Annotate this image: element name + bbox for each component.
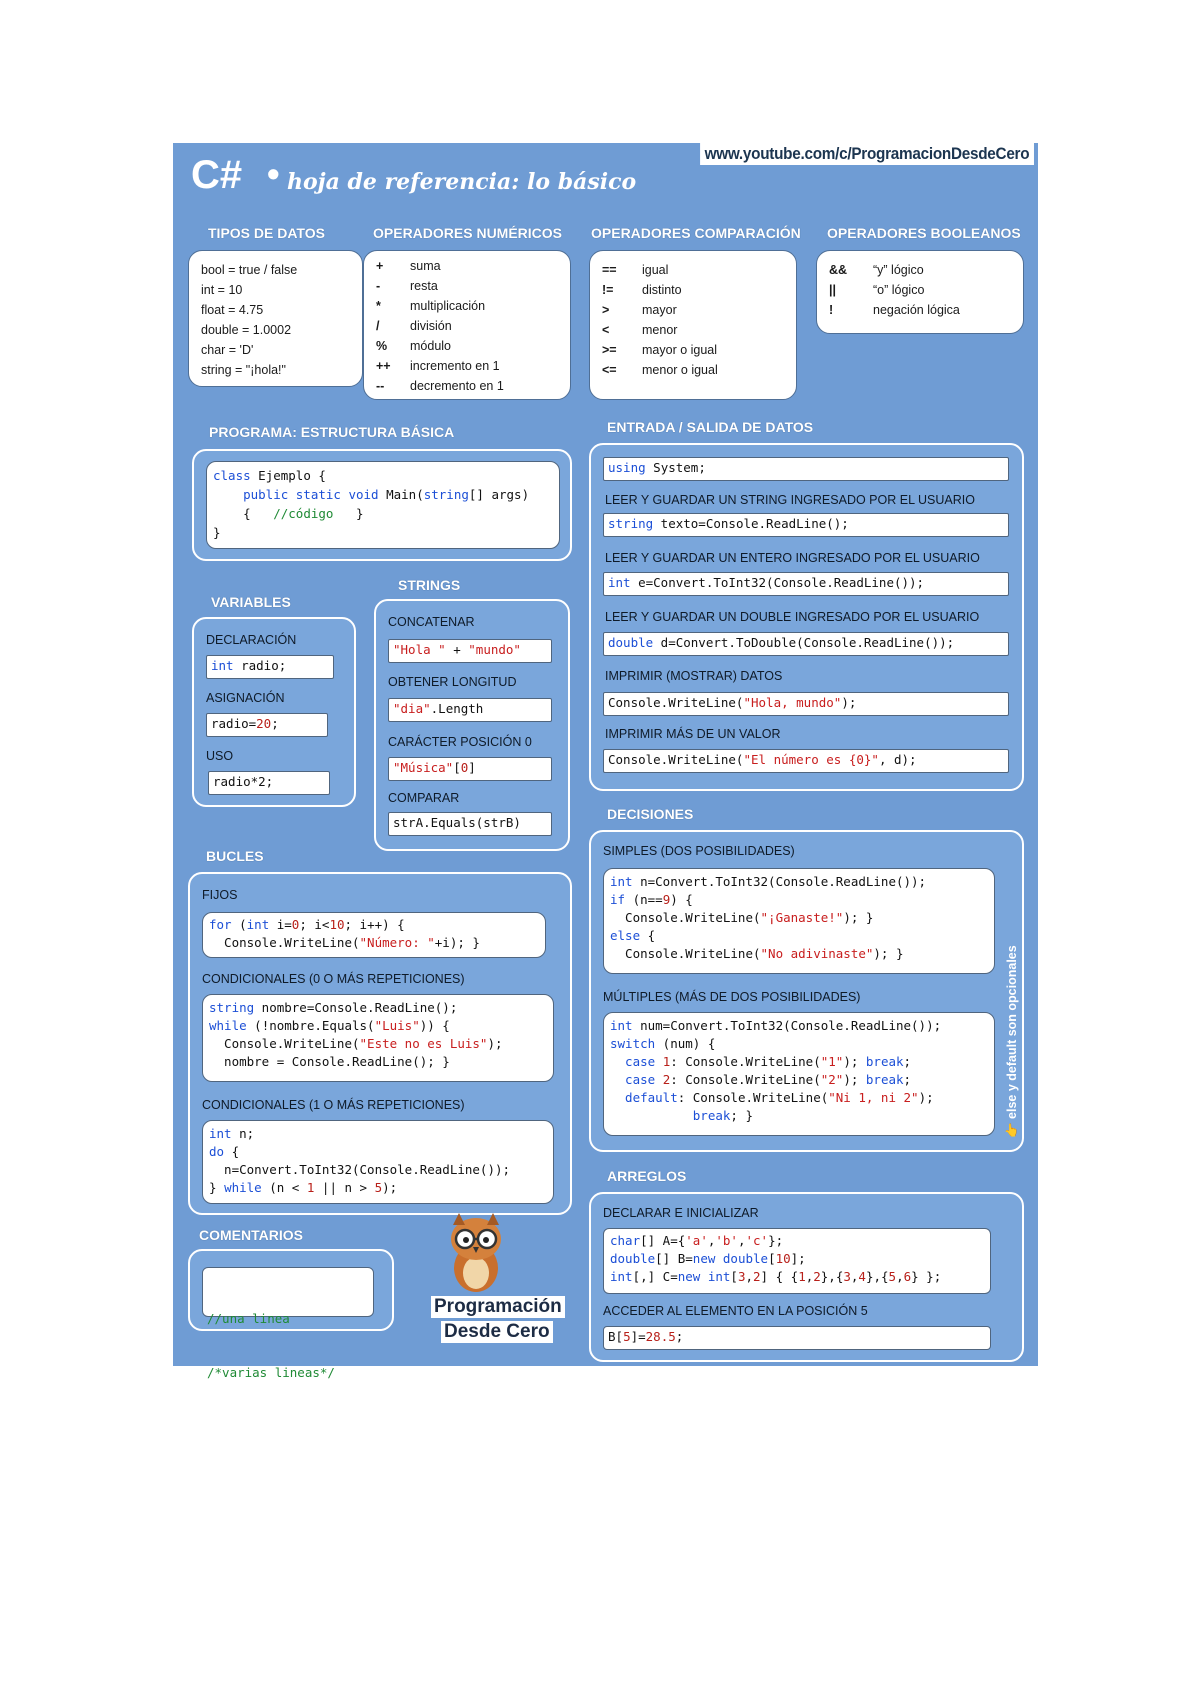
code-token: (n== [625,892,663,907]
booleanos-box [816,250,1024,334]
code-token: ) { [670,892,693,907]
heading-comentarios: COMENTARIOS [199,1227,303,1243]
code-token: , d); [878,752,917,767]
code-string: "No adivinaste" [760,946,874,961]
io-double-label: LEER Y GUARDAR UN DOUBLE INGRESADO POR EL USUARIO [605,610,980,624]
code-comment: //código [273,506,334,521]
io-string-label: LEER Y GUARDAR UN STRING INGRESADO POR EL USUARIO [605,493,975,507]
code-token: using [608,460,646,475]
heading-numericos: OPERADORES NUMÉRICOS [373,225,563,241]
code-token: num=Convert.ToInt32(Console.ReadLine()); [632,1018,942,1033]
arreglos-decl-label: DECLARAR E INICIALIZAR [603,1206,759,1220]
code-token: System; [645,460,706,475]
code-token: ] { { [760,1269,799,1284]
title-subtitle: hoja de referencia: lo básico [287,169,637,195]
code-number: 0 [460,760,469,775]
comp-code: strA.Equals(strB) [388,812,552,836]
code-number: 5 [888,1269,897,1284]
code-token: int [209,1126,232,1141]
comentarios-code [202,1267,374,1380]
code-number: 5 [374,1180,383,1195]
code-token: ] [468,760,476,775]
code-token: n=Convert.ToInt32(Console.ReadLine()); [632,874,927,889]
code-token: e=Convert.ToInt32(Console.ReadLine()); [630,575,925,590]
code-token: int [610,1269,633,1284]
code-token: string [209,1000,255,1015]
simples-label: SIMPLES (DOS POSIBILIDADES) [603,844,795,858]
code-token: , [707,1233,716,1248]
op-desc: resta [410,279,438,293]
fijos-label: FIJOS [202,888,238,902]
code-string: "1" [820,1054,844,1069]
code-string: "Este no es Luis" [359,1036,488,1051]
op-symbol: + [376,259,384,273]
io-multi-code [603,749,1009,773]
tipos-box [188,250,363,387]
code-token: ); [843,1072,866,1087]
code-number: 1 [798,1269,806,1284]
code-string: "Número: " [359,935,435,950]
code-number: 1 [306,1180,315,1195]
comentarios-panel [188,1249,394,1380]
code-line: n=Convert.ToInt32(Console.ReadLine()); [209,1162,511,1177]
op-symbol: == [602,263,617,277]
code-token: double [608,635,654,650]
code-token: nombre=Console.ReadLine(); [254,1000,458,1015]
code-token: class [213,468,251,483]
asig-label: ASIGNACIÓN [206,691,285,705]
code-token: B[ [608,1329,624,1344]
op-symbol: <= [602,363,617,377]
code-token: } [209,1180,225,1195]
code-string: 'c' [745,1233,769,1248]
code-token: double [610,1251,656,1266]
code-token: (n < [261,1180,307,1195]
multiples-label: MÚLTIPLES (MÁS DE DOS POSIBILIDADES) [603,990,861,1004]
code-token: do [209,1144,225,1159]
code-number: 1 [662,1054,671,1069]
op-symbol: - [376,279,381,293]
strings-panel [374,599,570,851]
op-symbol: != [602,283,614,297]
asig-code [206,713,328,737]
code-number: 10 [775,1251,791,1266]
code-token: ; i++) { [344,917,405,932]
code-number: 3 [737,1269,746,1284]
io-print-label: IMPRIMIR (MOSTRAR) DATOS [605,669,783,683]
op-desc: menor o igual [642,363,718,377]
tipo-line: float = 4.75 [201,303,264,317]
code-token: Console.WriteLine( [608,752,744,767]
code-number: 20 [256,716,272,731]
op-desc: igual [642,263,669,277]
code-string: "dia" [393,701,431,716]
code-token: (!nombre.Equals( [246,1018,375,1033]
decl-label: DECLARACIÓN [206,633,297,647]
code-token: ]= [630,1329,646,1344]
code-token: +i); } [434,935,480,950]
pos-label: CARÁCTER POSICIÓN 0 [388,735,532,749]
code-token: : Console.WriteLine( [677,1090,829,1105]
tipo-line: int = 10 [201,283,243,297]
code-token: else [610,928,641,943]
code-token: , [850,1269,859,1284]
owl-mascot-icon [441,1213,511,1293]
code-token: [] B= [655,1251,693,1266]
code-token: }; [768,1233,784,1248]
code-string: "¡Ganaste!" [760,910,844,925]
code-comment: /*varias lineas*/ [207,1365,335,1380]
io-int-code [603,572,1009,596]
code-token: ); [841,695,857,710]
code-number: 9 [662,892,671,907]
io-int-label: LEER Y GUARDAR UN ENTERO INGRESADO POR EL USUARIO [605,551,980,565]
title-csharp: C# [191,153,243,197]
code-token: } }; [911,1269,942,1284]
code-token: , [737,1233,746,1248]
code-string: 'b' [715,1233,738,1248]
tipo-line: double = 1.0002 [201,323,292,337]
code-line: } [213,525,221,540]
code-token: Main( [378,487,424,502]
heading-booleanos: OPERADORES BOOLEANOS [827,225,1021,241]
youtube-url[interactable]: www.youtube.com/c/ProgramacionDesdeCero [700,143,1034,165]
heading-programa: PROGRAMA: ESTRUCTURA BÁSICA [209,424,455,440]
code-token: int [610,1018,633,1033]
code-string: "Luis" [374,1018,420,1033]
code-token: (num) { [655,1036,716,1051]
pos-code [388,757,552,781]
cond0-label: CONDICIONALES (0 O MÁS REPETICIONES) [202,972,465,986]
code-token: for [209,917,232,932]
op-desc: multiplicación [410,299,486,313]
code-string: "Hola, mundo" [743,695,842,710]
code-token: [ [730,1269,738,1284]
code-token: case [610,1054,663,1069]
variables-panel [192,617,356,807]
code-number: 6 [903,1269,912,1284]
code-token: while [209,1018,247,1033]
numericos-box [363,250,571,400]
code-token: string [608,516,654,531]
using-code [603,457,1009,481]
code-token: while [224,1180,262,1195]
programa-panel [192,449,572,561]
code-token: char [610,1233,641,1248]
code-token: Console.WriteLine( [209,935,360,950]
code-token: , [805,1269,814,1284]
code-token: new int [677,1269,731,1284]
tipo-line: char = 'D' [201,343,254,357]
op-desc: distinto [642,283,682,297]
op-desc: módulo [410,339,451,353]
multiples-code [603,1012,995,1136]
code-token: Console.WriteLine( [608,695,744,710]
logo-line1: Programación [431,1296,565,1318]
code-number: 2 [662,1072,671,1087]
uso-label: USO [206,749,234,763]
code-token: },{ [865,1269,889,1284]
code-token: ( [231,917,247,932]
code-token: string [423,487,469,502]
fijos-code [202,912,546,958]
op-desc: “y” lógico [873,263,924,277]
code-token: , [745,1269,754,1284]
code-token: break [865,1054,904,1069]
code-token: ; i< [299,917,330,932]
code-string: 'a' [685,1233,708,1248]
code-token: ); [918,1090,934,1105]
code-token: ); [843,1054,866,1069]
code-token: Console.WriteLine( [610,946,761,961]
code-token: { [640,928,656,943]
while-code [202,994,554,1082]
code-token: public static void [213,487,379,502]
code-token: ); } [873,946,904,961]
arreglos-panel [589,1192,1024,1362]
op-symbol: * [376,299,381,313]
heading-bucles: BUCLES [206,848,264,864]
code-token: texto=Console.ReadLine(); [653,516,849,531]
heading-io: ENTRADA / SALIDA DE DATOS [607,419,814,435]
op-desc: negación lógica [873,303,960,317]
code-string: "Hola " [393,642,446,657]
code-token: int [246,917,270,932]
side-note: 👉 else y default son opcionales [1005,945,1019,1138]
code-token: },{ [820,1269,844,1284]
code-token: default [610,1090,678,1105]
heading-arreglos: ARREGLOS [607,1168,687,1184]
code-token: Ejemplo { [250,468,326,483]
code-token: || n > [314,1180,375,1195]
code-comment: //una linea [207,1311,290,1326]
code-number: 0 [291,917,300,932]
code-token: ; [903,1054,912,1069]
long-code [388,698,552,722]
decisiones-panel [589,830,1024,1152]
code-token: ; [271,716,279,731]
code-token: [,] C= [632,1269,678,1284]
op-symbol: -- [376,379,385,393]
code-string: "mundo" [468,642,521,657]
op-desc: “o” lógico [873,283,925,297]
code-string: "2" [820,1072,844,1087]
op-symbol: % [376,339,388,353]
programa-code [206,461,560,549]
io-panel [589,443,1024,791]
logo-line2: Desde Cero [441,1321,553,1343]
op-desc: división [410,319,452,333]
dowhile-code [202,1120,554,1204]
code-token: [] args) [468,487,530,502]
code-token: radio= [211,716,257,731]
code-token: ; [903,1072,912,1087]
op-desc: incremento en 1 [410,359,500,373]
code-token: case [610,1072,663,1087]
code-token: new double [692,1251,769,1266]
code-token: ); } [843,910,874,925]
heading-variables: VARIABLES [211,594,291,610]
io-string-code [603,513,1009,537]
op-desc: decremento en 1 [410,379,504,393]
code-token: } [333,506,364,521]
comparacion-box [589,250,797,400]
code-token: if [610,892,626,907]
code-number: 28.5 [645,1329,676,1344]
code-token: .Length [430,701,484,716]
op-desc: suma [410,259,441,273]
code-token: int [211,658,234,673]
code-token: + [445,642,469,657]
code-token: ); [382,1180,398,1195]
op-symbol: ! [829,303,834,317]
code-token: ; [675,1329,684,1344]
io-multi-label: IMPRIMIR MÁS DE UN VALOR [605,727,781,741]
code-token: ); [487,1036,503,1051]
code-token: { [224,1144,240,1159]
code-token: Console.WriteLine( [610,910,761,925]
tipo-line: bool = true / false [201,263,298,277]
code-string: "Ni 1, ni 2" [828,1090,919,1105]
concat-label: CONCATENAR [388,615,475,629]
arreglos-acc-label: ACCEDER AL ELEMENTO EN LA POSICIÓN 5 [603,1304,868,1318]
code-line: nombre = Console.ReadLine(); } [209,1054,450,1069]
code-number: 2 [753,1269,761,1284]
arreglos-decl-code [603,1228,991,1294]
op-symbol: || [829,283,836,297]
arreglos-acc-code [603,1326,991,1350]
code-string: "Música" [393,760,454,775]
op-desc: mayor [642,303,677,317]
code-number: 2 [813,1269,821,1284]
op-symbol: / [376,319,380,333]
code-token: d=Convert.ToDouble(Console.ReadLine()); [653,635,955,650]
code-string: "El número es {0}" [743,752,879,767]
code-token: Console.WriteLine( [209,1036,360,1051]
code-token: ]; [790,1251,806,1266]
cheat-sheet [173,143,1038,1380]
code-token: [ [768,1251,776,1266]
code-token: int [608,575,631,590]
io-print-code [603,692,1009,716]
concat-code [388,639,552,663]
long-label: OBTENER LONGITUD [388,675,517,689]
code-token: break [865,1072,904,1087]
decl-code [206,655,334,679]
code-token: i= [269,917,292,932]
code-token: { [213,506,274,521]
code-token: int [610,874,633,889]
code-number: 4 [858,1269,866,1284]
cond1-label: CONDICIONALES (1 O MÁS REPETICIONES) [202,1098,465,1112]
op-symbol: >= [602,343,617,357]
code-number: 3 [843,1269,851,1284]
comp-label: COMPARAR [388,791,460,805]
op-desc: mayor o igual [642,343,718,357]
op-desc: menor [642,323,678,337]
code-token: [] A={ [640,1233,686,1248]
code-token: : Console.WriteLine( [670,1072,821,1087]
side-note-wrap [1003,838,1027,1148]
op-symbol: && [829,263,848,277]
code-number: 10 [329,917,345,932]
code-number: 5 [623,1329,631,1344]
heading-tipos: TIPOS DE DATOS [208,225,325,241]
code-token: radio; [233,658,287,673]
code-token: : Console.WriteLine( [670,1054,821,1069]
op-symbol: < [602,323,610,337]
code-token: switch [610,1036,656,1051]
simples-code [603,868,995,974]
uso-code: radio*2; [208,771,330,795]
io-double-code [603,632,1009,656]
op-symbol: > [602,303,610,317]
heading-strings: STRINGS [398,577,461,593]
code-token: [ [453,760,461,775]
tipo-line: string = "¡hola!" [201,363,286,377]
code-token: ; } [730,1108,753,1123]
code-token: , [896,1269,904,1284]
heading-decisiones: DECISIONES [607,806,694,822]
title-bullet: • [267,153,280,194]
code-token: break [610,1108,731,1123]
bucles-panel [188,872,572,1215]
heading-comparacion: OPERADORES COMPARACIÓN [591,225,801,241]
code-token: n; [231,1126,255,1141]
op-symbol: ++ [376,359,391,373]
code-token: )) { [419,1018,450,1033]
